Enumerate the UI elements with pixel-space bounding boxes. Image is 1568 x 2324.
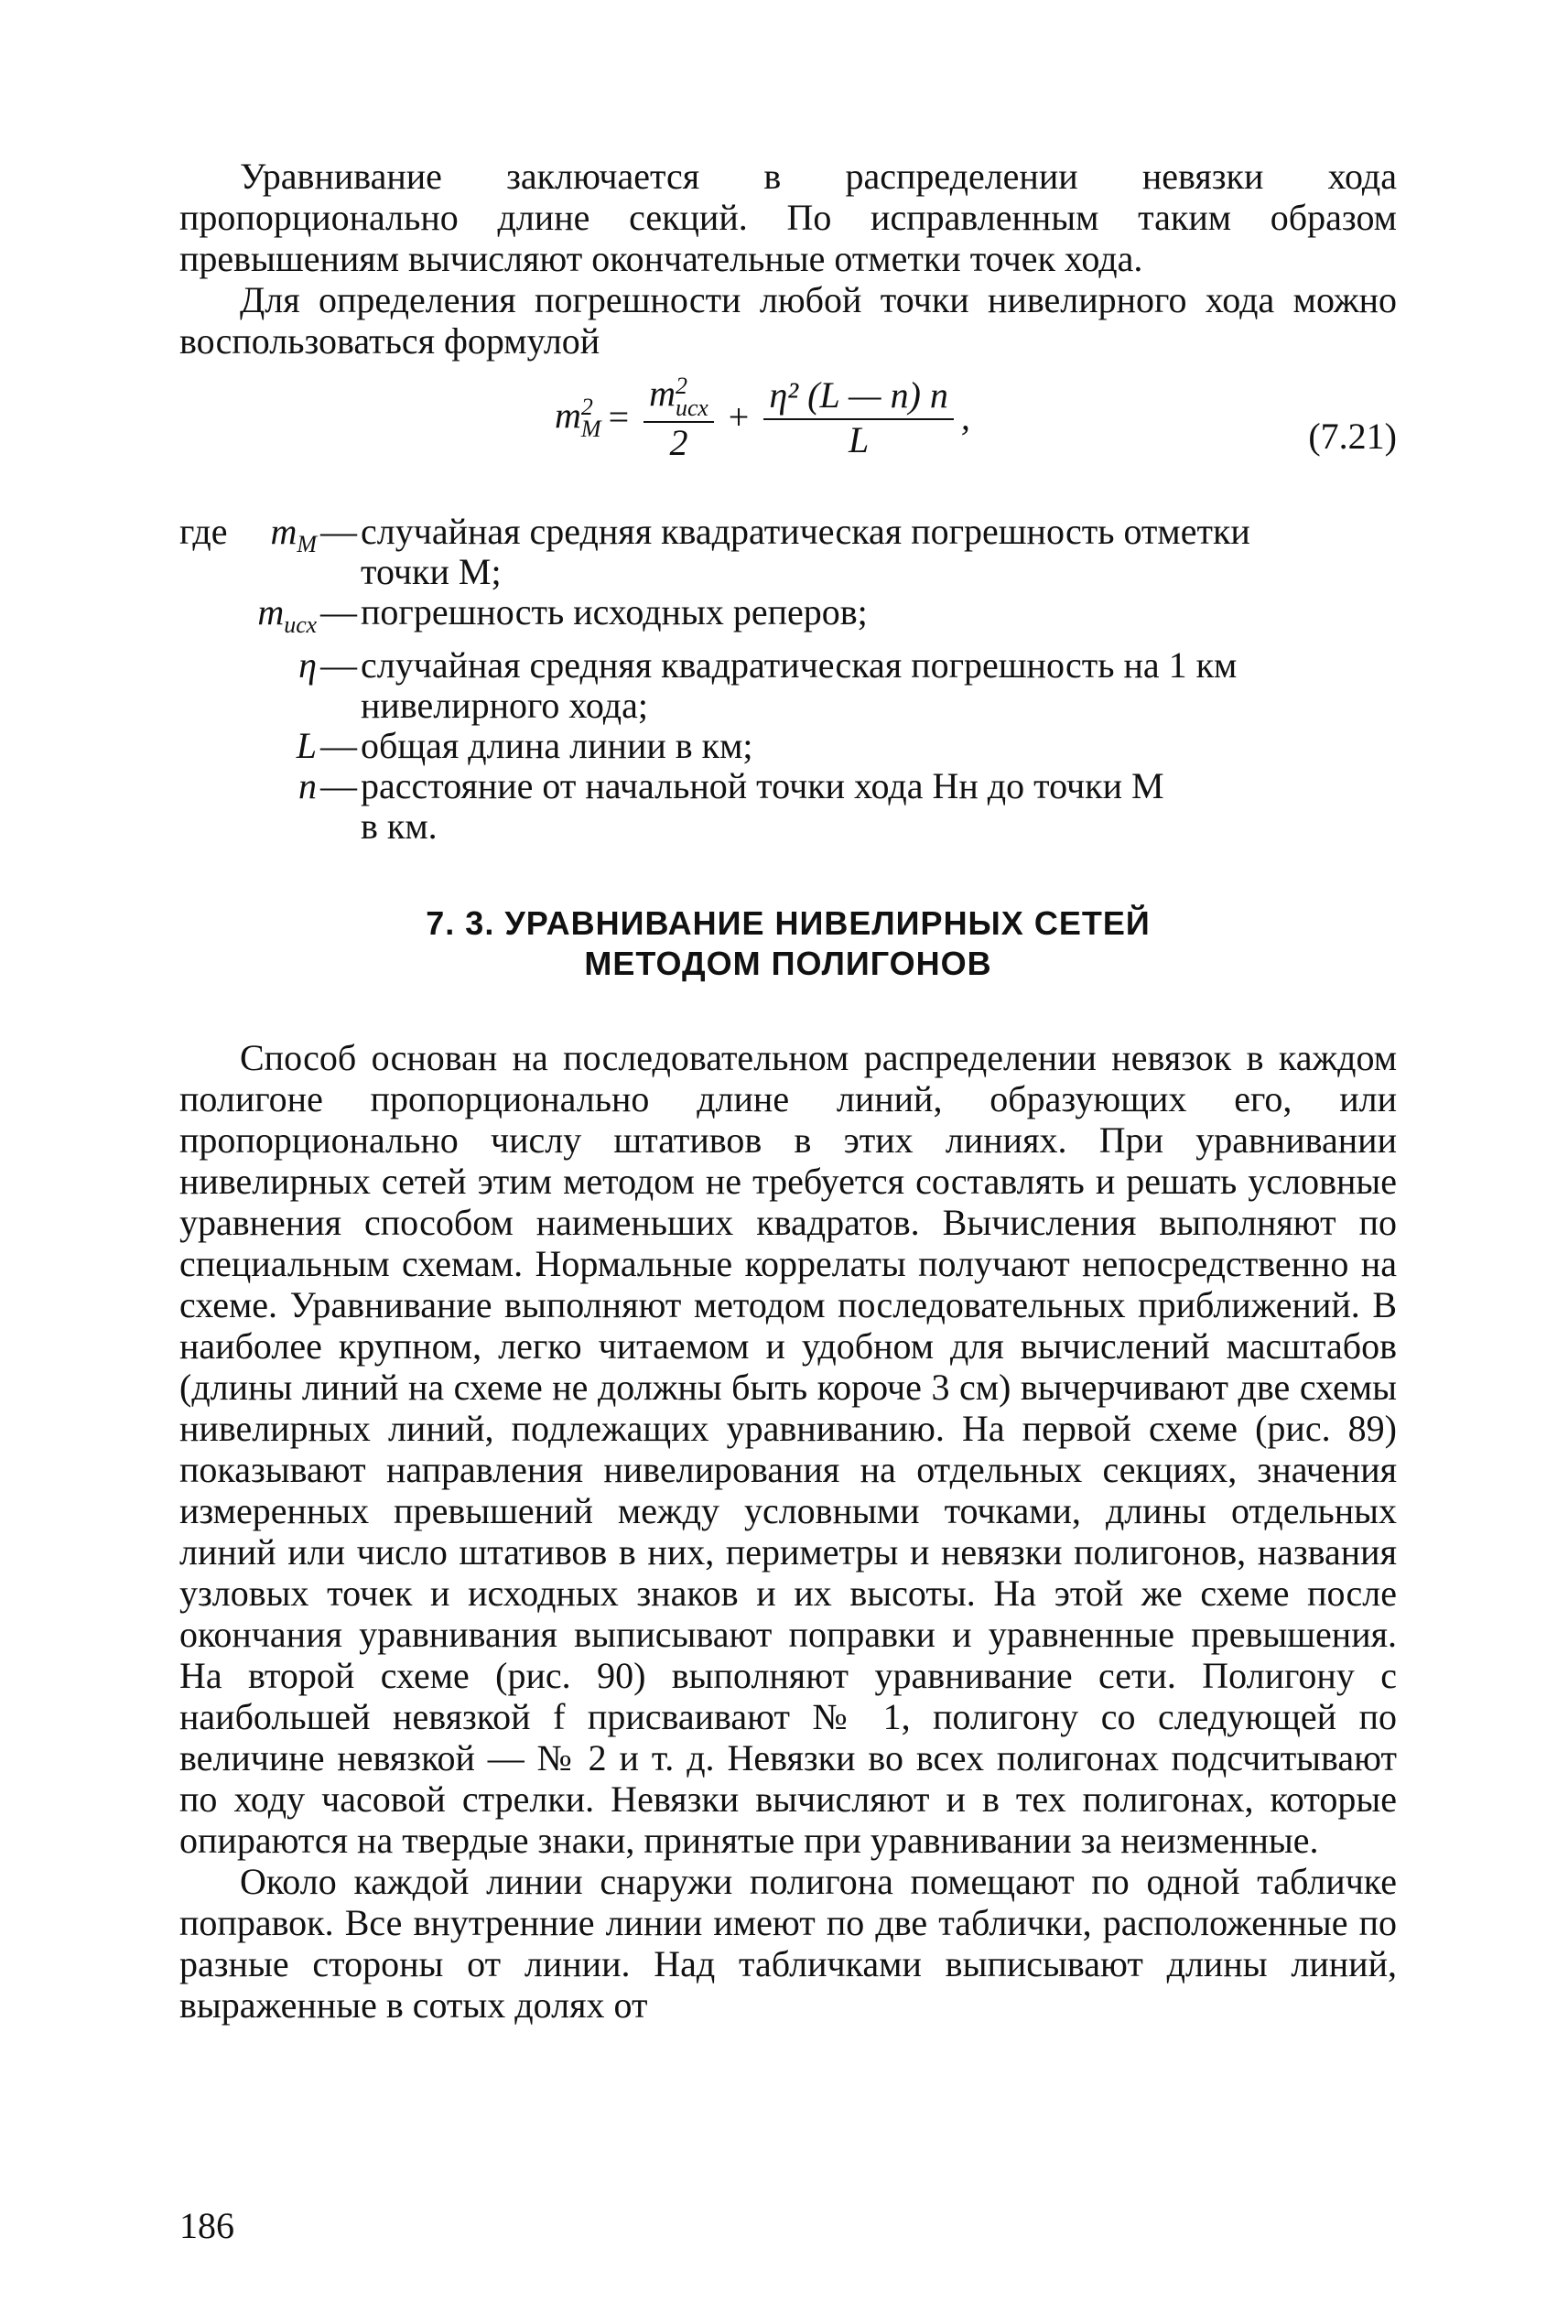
legend-item	[179, 645, 1397, 726]
legend-text-line: погрешность исходных реперов;	[361, 591, 868, 632]
formula-lhs-indices	[580, 394, 601, 443]
formula-number: (7.21)	[1308, 416, 1397, 457]
formula-fraction-1-denominator: 2	[669, 421, 688, 463]
legend-text	[361, 766, 1397, 847]
legend-text	[361, 592, 1397, 632]
paragraph-intro: Уравнивание заключается в распределении невязки хода пропорционально длине секций. По исправленным таким образом превышениям вычисляют окончательные отметки точек хода.	[179, 156, 1397, 279]
legend-dash: —	[320, 765, 357, 806]
formula-lhs-sup: 2	[580, 394, 593, 421]
legend-symbol-sub: исх	[284, 611, 317, 638]
paragraph-method: Способ основан на последовательном распределении невязок в каждом полигоне пропорционально длине линий, образующих его, или пропорционально числу штативов в этих линиях. При уравнивании нивелирных сетей этим методом не требуется составлять и решать условные уравнения способом наименьших квадратов. Вычисления выполняют по специальным схемам. Нормальные коррелаты получают непосредственно на схеме. Уравнивание выполняют методом последовательных приближений. В наиболее крупном, легко читаемом и удобном для вычислений масштабов (длины линий на схеме не должны быть короче 3 см) вычерчивают две схемы нивелирных линий, подлежащих уравниванию. На первой схеме (рис. 89) показывают направления нивелирования на отдельных секциях, значения измеренных превышений между условными точками, длины отдельных линий или число штативов в них, периметры и невязки полигонов, названия узловых точек и исходных знаков и их высоты. На этой же схеме после окончания уравнивания выписывают поправки и уравненные превышения. На второй схеме (рис. 90) выполняют уравнивание сети. Полигону с наибольшей невязкой f присваивают № 1, полигону со следующей по величине невязкой — № 2 и т. д. Невязки во всех полигонах подсчитывают по ходу часовой стрелки. Невязки вычисляют и в тех полигонах, которые опираются на твердые знаки, принятые при уравнивании за неизменные.	[179, 1037, 1397, 1861]
legend-dash: —	[320, 644, 357, 686]
legend-text-line: расстояние от начальной точки хода Hн до точки M	[361, 765, 1164, 806]
section-heading	[179, 903, 1397, 984]
formula-fraction-2	[763, 374, 954, 459]
formula-fraction-1-numerator	[643, 373, 714, 423]
formula-7-21	[179, 373, 1397, 490]
legend-text-line: случайная средняя квадратическая погрешность на 1 км	[361, 644, 1238, 686]
paragraph-formula-lead: Для определения погрешности любой точки нивелирного хода можно воспользоваться формулой	[179, 279, 1397, 362]
legend-text	[361, 512, 1397, 592]
legend-dash: —	[320, 725, 357, 766]
formula-expression	[555, 373, 970, 461]
legend-item	[179, 592, 1397, 645]
legend-symbol	[179, 766, 317, 806]
legend-item	[179, 766, 1397, 847]
formula-fraction-2-denominator: L	[848, 419, 870, 461]
section-heading-line-1: 7. 3. УРАВНИВАНИЕ НИВЕЛИРНЫХ СЕТЕЙ	[426, 904, 1151, 942]
formula-fraction-2-numerator: η² (L — n) n	[763, 374, 954, 420]
legend-symbol-base: m	[270, 511, 297, 552]
legend-text	[361, 726, 1397, 766]
formula-f1-base: m	[649, 373, 676, 414]
formula-plus: +	[728, 395, 750, 438]
formula-fraction-1	[643, 373, 714, 461]
legend-item	[179, 512, 1397, 592]
legend-symbol-base: m	[257, 591, 285, 632]
formula-comma: ,	[960, 395, 970, 438]
formula-lhs	[555, 394, 601, 441]
legend-symbol	[179, 726, 317, 766]
formula-equals: =	[608, 395, 630, 438]
formula-f1-sup: 2	[676, 372, 688, 399]
formula-lhs-sub: M	[580, 416, 601, 443]
legend-text-line: случайная средняя квадратическая погрешность отметки	[361, 511, 1250, 552]
legend-symbol-base: L	[296, 725, 317, 766]
legend-where-word: где	[179, 511, 228, 552]
formula-f1-indices	[676, 372, 708, 421]
formula-f1-sub: исх	[676, 394, 708, 421]
page-number: 186	[179, 2205, 234, 2246]
page-body	[179, 156, 1397, 2026]
legend-text	[361, 645, 1397, 726]
legend-symbol-base: n	[298, 765, 317, 806]
paragraph-tables: Около каждой линии снаружи полигона помещают по одной табличке поправок. Все внутренние линии имеют по две таблички, расположенные по разные стороны от линии. Над табличками выписывают длины линий, выраженные в сотых долях от	[179, 1861, 1397, 2026]
formula-legend	[179, 512, 1397, 847]
section-heading-line-2: МЕТОДОМ ПОЛИГОНОВ	[584, 945, 992, 982]
legend-symbol-base: η	[298, 644, 317, 686]
legend-text-cont: нивелирного хода;	[361, 685, 648, 726]
legend-dash: —	[320, 591, 357, 632]
legend-symbol	[179, 592, 317, 645]
legend-symbol	[243, 512, 317, 565]
legend-symbol	[179, 645, 317, 686]
formula-lhs-base: m	[555, 394, 581, 436]
legend-symbol-sub: M	[297, 531, 317, 557]
legend-text-cont: точки M;	[361, 551, 502, 592]
legend-text-cont: в км.	[361, 805, 438, 847]
legend-item	[179, 726, 1397, 766]
legend-text-line: общая длина линии в км;	[361, 725, 753, 766]
legend-dash: —	[320, 511, 357, 552]
